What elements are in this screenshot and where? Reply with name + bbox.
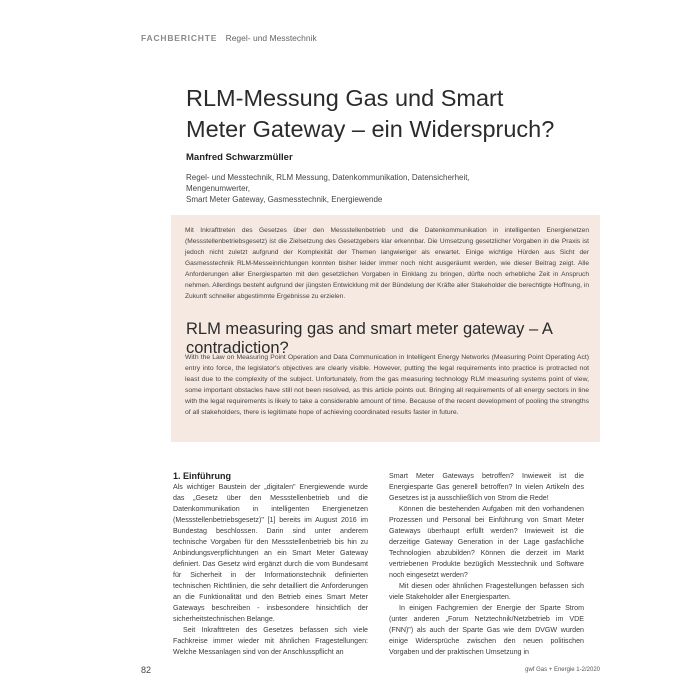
page-number: 82 xyxy=(141,665,152,675)
paragraph: Seit Inkrafttreten des Gesetzes befassen sich viele Fachkreise immer wieder mit ähnlichen Fragestellungen: Welche Messanlagen sind von der Anschlusspflicht an xyxy=(173,626,368,656)
abstract-box xyxy=(171,215,600,442)
article-title xyxy=(186,83,554,145)
keywords-line-2: Smart Meter Gateway, Gasmesstechnik, Energiewende xyxy=(186,195,383,204)
keywords-line-1: Regel- und Messtechnik, RLM Messung, Datenkommunikation, Datensicherheit, Mengenumwerter, xyxy=(186,173,470,193)
paragraph: Mit diesen oder ähnlichen Fragestellungen befassen sich viele Stakeholder aller Energiesparten. xyxy=(389,582,584,601)
section-label: FACHBERICHTE xyxy=(141,33,218,43)
subsection-label: Regel- und Messtechnik xyxy=(225,33,317,43)
paragraph: Als wichtiger Baustein der „digitalen" Energiewende wurde das „Gesetz über den Messstellenbetrieb und die Datenkommunikation in intelligenten Energienetzen (Messstellenbetriebsgesetz)" [1] bereits im August 2016 im Bundestag beschlossen. Darin sind unter anderem technische Vorgaben für den Messstellenbetrieb bis hin zu Anbindungsverpflichtungen an ein Smart Meter Gateway definiert. Das Gesetz wird ergänzt durch die vom Bundesamt für Sicherheit in der Informationstechnik definierten technischen Richtlinien, die sehr detailliert die Anforderungen an die Funktionalität und den Betrieb eines Smart Meter Gateways beschreiben - insbesondere hinsichtlich der sicherheitstechnischen Belange. xyxy=(173,483,368,623)
body-column-left xyxy=(173,471,368,658)
paragraph: In einigen Fachgremien der Energie der Sparte Strom (unter anderen „Forum Netztechnik/Netzbetrieb im VDE (FNN)") als auch der Sparte Gas wie dem DVGW wurden einige Widersprüche zwischen den neuen politischen Vorgaben und der praktischen Umsetzung in xyxy=(389,604,584,656)
body-column-right xyxy=(389,471,584,658)
running-header xyxy=(141,33,317,43)
title-line-2: Meter Gateway – ein Widerspruch? xyxy=(186,116,555,142)
magazine-info: gwf Gas + Energie 1-2/2020 xyxy=(525,667,600,673)
paragraph: Smart Meter Gateways betroffen? Inwieweit ist die Energiesparte Gas generell betroffen? In vielen Artikeln des Gesetzes ist ja ausschließlich von Strom die Rede! xyxy=(389,472,584,502)
section-heading: 1. Einführung xyxy=(173,471,231,481)
keywords xyxy=(186,172,476,205)
abstract-german: Mit Inkrafttreten des Gesetzes über den Messstellenbetrieb und die Datenkommunikation in intelligenten Energienetzen (Messstellenbetriebsgesetz) ist die Zielsetzung des Gesetzgebers klar erkennbar. Die Umsetzung gesetzlicher Vorgaben in die Praxis ist jedoch nicht zuletzt aufgrund der Komplexität der Themen langwieriger als erwartet. Einige wichtige Hürden aus Sicht der Gasmesstechnik RLM-Messeinrichtungen konnten bisher leider immer noch nicht ausgeräumt werden, wie dieser Beitrag zeigt. Alle Anforderungen aller Energiesparten mit den gesetzlichen Vorgaben in Einklang zu bringen, dürfte noch erhebliche Zeit in Anspruch nehmen. Allerdings besteht aufgrund der jüngsten Entwicklung mit der Bündelung der Kräfte aller Stakeholder die berechtigte Hoffnung, in Zukunft schneller abgestimmte Ergebnisse zu erzielen. xyxy=(185,227,589,300)
abstract-english: With the Law on Measuring Point Operation and Data Communication in Intelligent Energy Networks (Measuring Point Operating Act) entry into force, the legislator's objectives are clearly visible. However, putting the legal requirements into practice is protracted not least due to the complexity of the subject. Unfortunately, from the gas measuring technology RLM measuring systems point of view, some important obstacles have still not been resolved, as this article points out. Bringing all requirements of all energy sectors in line with the legal requirements is likely to take a considerable amount of time. Because of the recent development of pooling the strengths of all stakeholders, there is legitimate hope of achieving coordinated results faster in future. xyxy=(185,354,589,416)
english-title: RLM measuring gas and smart meter gateway – A contradiction? xyxy=(186,320,552,357)
author-name: Manfred Schwarzmüller xyxy=(186,152,293,163)
paragraph: Können die bestehenden Aufgaben mit den vorhandenen Prozessen und Personal bei Einführung von Smart Meter Gateways überhaupt erfüllt werden? Inwieweit ist die derzeitige Gateway Generation in der Lage gasfachliche Technologien abzubilden? Können die derzeit im Markt vertriebenen Produkte bezüglich Messtechnik und Software noch eingesetzt werden? xyxy=(389,505,584,579)
title-line-1: RLM-Messung Gas und Smart xyxy=(186,85,504,111)
